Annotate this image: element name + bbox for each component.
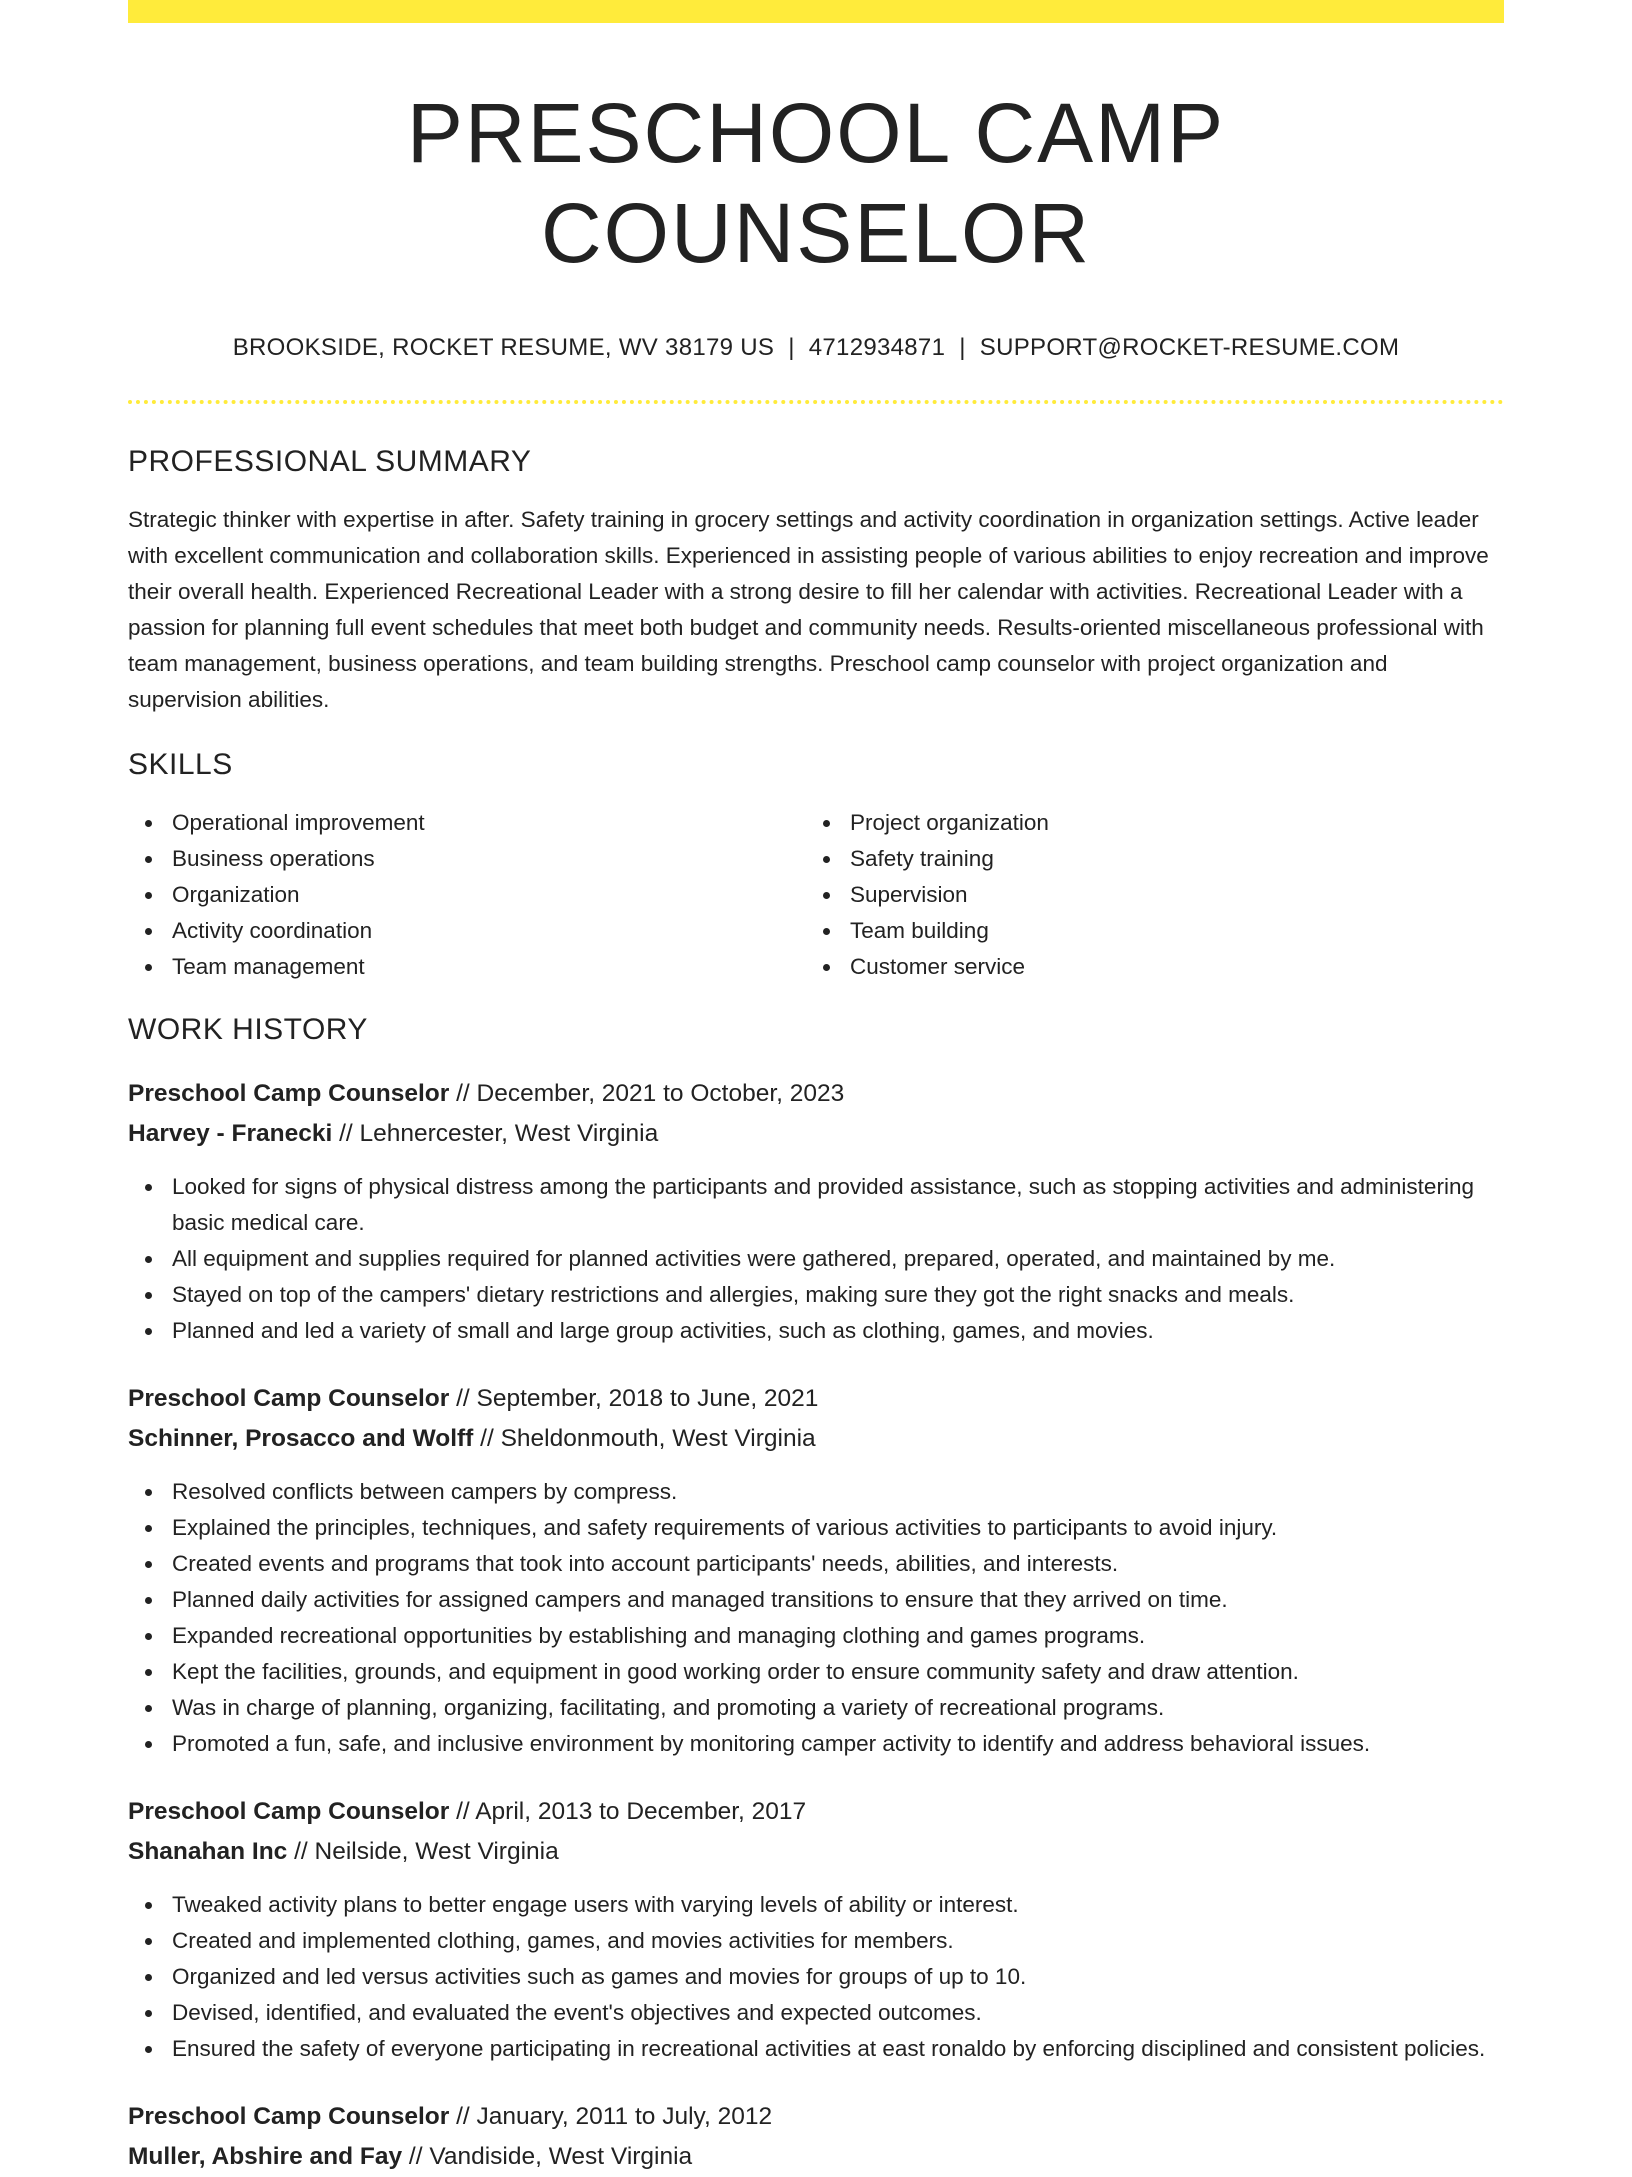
- job-delimiter: //: [449, 1080, 477, 1107]
- skill-item: Business operations: [128, 841, 806, 877]
- job-title: Preschool Camp Counselor: [128, 1080, 450, 1107]
- skills-grid: [128, 805, 1504, 985]
- job-bullet: Devised, identified, and evaluated the event's objectives and expected outcomes.: [128, 1995, 1504, 2031]
- job-bullet: Ensured the safety of everyone participating in recreational activities at east ronaldo by enforcing disciplined and consistent policies.: [128, 2031, 1504, 2067]
- job-bullet: Planned and led a variety of small and large group activities, such as clothing, games, and movies.: [128, 1313, 1504, 1349]
- job-bullet: Created events and programs that took into account participants' needs, abilities, and interests.: [128, 1546, 1504, 1582]
- job-company: Harvey - Franecki: [128, 1120, 333, 1147]
- skill-item: Activity coordination: [128, 913, 806, 949]
- job-delimiter: //: [449, 1798, 476, 1825]
- skill-item: Project organization: [806, 805, 1484, 841]
- job-delimiter: //: [473, 1425, 501, 1452]
- job-company-line: [128, 2137, 1504, 2177]
- job-location: Sheldonmouth, West Virginia: [500, 1425, 816, 1452]
- job-bullet: Looked for signs of physical distress among the participants and provided assistance, such as stopping activities and administering basic medical care.: [128, 1169, 1504, 1241]
- contact-separator: |: [959, 334, 966, 361]
- job-company: Muller, Abshire and Fay: [128, 2143, 403, 2170]
- job-title-line: [128, 1792, 1504, 1832]
- skill-item: Safety training: [806, 841, 1484, 877]
- job-title: Preschool Camp Counselor: [128, 1798, 450, 1825]
- skill-item: Operational improvement: [128, 805, 806, 841]
- job-company: Shanahan Inc: [128, 1838, 288, 1865]
- job-title: Preschool Camp Counselor: [128, 1385, 450, 1412]
- job-bullet: Created and implemented clothing, games, and movies activities for members.: [128, 1923, 1504, 1959]
- job-title: Preschool Camp Counselor: [128, 2103, 450, 2130]
- job-bullets: [128, 1169, 1504, 1349]
- skills-heading: SKILLS: [128, 748, 233, 781]
- job-bullets: [128, 1887, 1504, 2067]
- job-bullet: Kept the facilities, grounds, and equipment in good working order to ensure community safety and draw attention.: [128, 1654, 1504, 1690]
- job-dates: December, 2021 to October, 2023: [476, 1080, 845, 1107]
- job-dates: January, 2011 to July, 2012: [476, 2103, 773, 2130]
- job-bullets: [128, 1474, 1504, 1762]
- resume-page: [128, 0, 1504, 2177]
- job-location: Vandiside, West Virginia: [429, 2143, 693, 2170]
- contact-email: SUPPORT@ROCKET-RESUME.COM: [979, 334, 1400, 361]
- skill-item: Team management: [128, 949, 806, 985]
- contact-phone: 4712934871: [808, 334, 946, 361]
- job-entry: [128, 1074, 1504, 1349]
- skills-column-right: [806, 805, 1484, 985]
- job-delimiter: //: [402, 2143, 430, 2170]
- skill-item: Customer service: [806, 949, 1484, 985]
- job-bullet: All equipment and supplies required for planned activities were gathered, prepared, operated, and maintained by me.: [128, 1241, 1504, 1277]
- summary-text: Strategic thinker with expertise in after. Safety training in grocery settings and activity coordination in organization settings. Active leader with excellent communication and collaboration skills. Experienced in assisting people of various abilities to enjoy recreation and improve their overall health. Experienced Recreational Leader with a strong desire to fill her calendar with activities. Recreational Leader with a passion for planning full event schedules that meet both budget and community needs. Results-oriented miscellaneous professional with team management, business operations, and team building strengths. Preschool camp counselor with project organization and supervision abilities.: [128, 507, 1489, 712]
- job-bullet: Promoted a fun, safe, and inclusive environment by monitoring camper activity to identify and address behavioral issues.: [128, 1726, 1504, 1762]
- job-entry: [128, 2097, 1504, 2177]
- job-bullet: Planned daily activities for assigned campers and managed transitions to ensure that they arrived on time.: [128, 1582, 1504, 1618]
- job-bullet: Explained the principles, techniques, and safety requirements of various activities to participants to avoid injury.: [128, 1510, 1504, 1546]
- job-bullet: Expanded recreational opportunities by establishing and managing clothing and games programs.: [128, 1618, 1504, 1654]
- job-bullet: Resolved conflicts between campers by compress.: [128, 1474, 1504, 1510]
- job-entry: [128, 1379, 1504, 1762]
- job-company-line: [128, 1114, 1504, 1154]
- job-delimiter: //: [332, 1120, 360, 1147]
- job-bullet: Was in charge of planning, organizing, facilitating, and promoting a variety of recreational programs.: [128, 1690, 1504, 1726]
- job-bullet: Organized and led versus activities such as games and movies for groups of up to 10.: [128, 1959, 1504, 1995]
- job-company-line: [128, 1832, 1504, 1872]
- contact-address: BROOKSIDE, ROCKET RESUME, WV 38179 US: [232, 334, 775, 361]
- skill-item: Team building: [806, 913, 1484, 949]
- job-bullet: Tweaked activity plans to better engage users with varying levels of ability or interest.: [128, 1887, 1504, 1923]
- contact-separator: |: [788, 334, 795, 361]
- job-title-line: [128, 2097, 1504, 2137]
- contact-line: [128, 333, 1504, 363]
- job-delimiter: //: [449, 1385, 477, 1412]
- job-title-line: [128, 1379, 1504, 1419]
- header-divider: [128, 400, 1504, 404]
- job-delimiter: //: [449, 2103, 477, 2130]
- job-bullet: Stayed on top of the campers' dietary restrictions and allergies, making sure they got the right snacks and meals.: [128, 1277, 1504, 1313]
- job-title-line: [128, 1074, 1504, 1114]
- skill-item: Organization: [128, 877, 806, 913]
- summary-heading: PROFESSIONAL SUMMARY: [128, 445, 532, 478]
- job-dates: April, 2013 to December, 2017: [475, 1798, 807, 1825]
- job-company: Schinner, Prosacco and Wolff: [128, 1425, 474, 1452]
- job-delimiter: //: [287, 1838, 315, 1865]
- skill-item: Supervision: [806, 877, 1484, 913]
- job-entry: [128, 1792, 1504, 2067]
- job-location: Lehnercester, West Virginia: [359, 1120, 659, 1147]
- work-history-heading: WORK HISTORY: [128, 1013, 368, 1046]
- job-dates: September, 2018 to June, 2021: [476, 1385, 819, 1412]
- skills-column-left: [128, 805, 806, 985]
- top-accent-bar: [128, 0, 1504, 23]
- job-company-line: [128, 1419, 1504, 1459]
- job-location: Neilside, West Virginia: [314, 1838, 559, 1865]
- resume-title: PRESCHOOL CAMP COUNSELOR: [406, 86, 1226, 280]
